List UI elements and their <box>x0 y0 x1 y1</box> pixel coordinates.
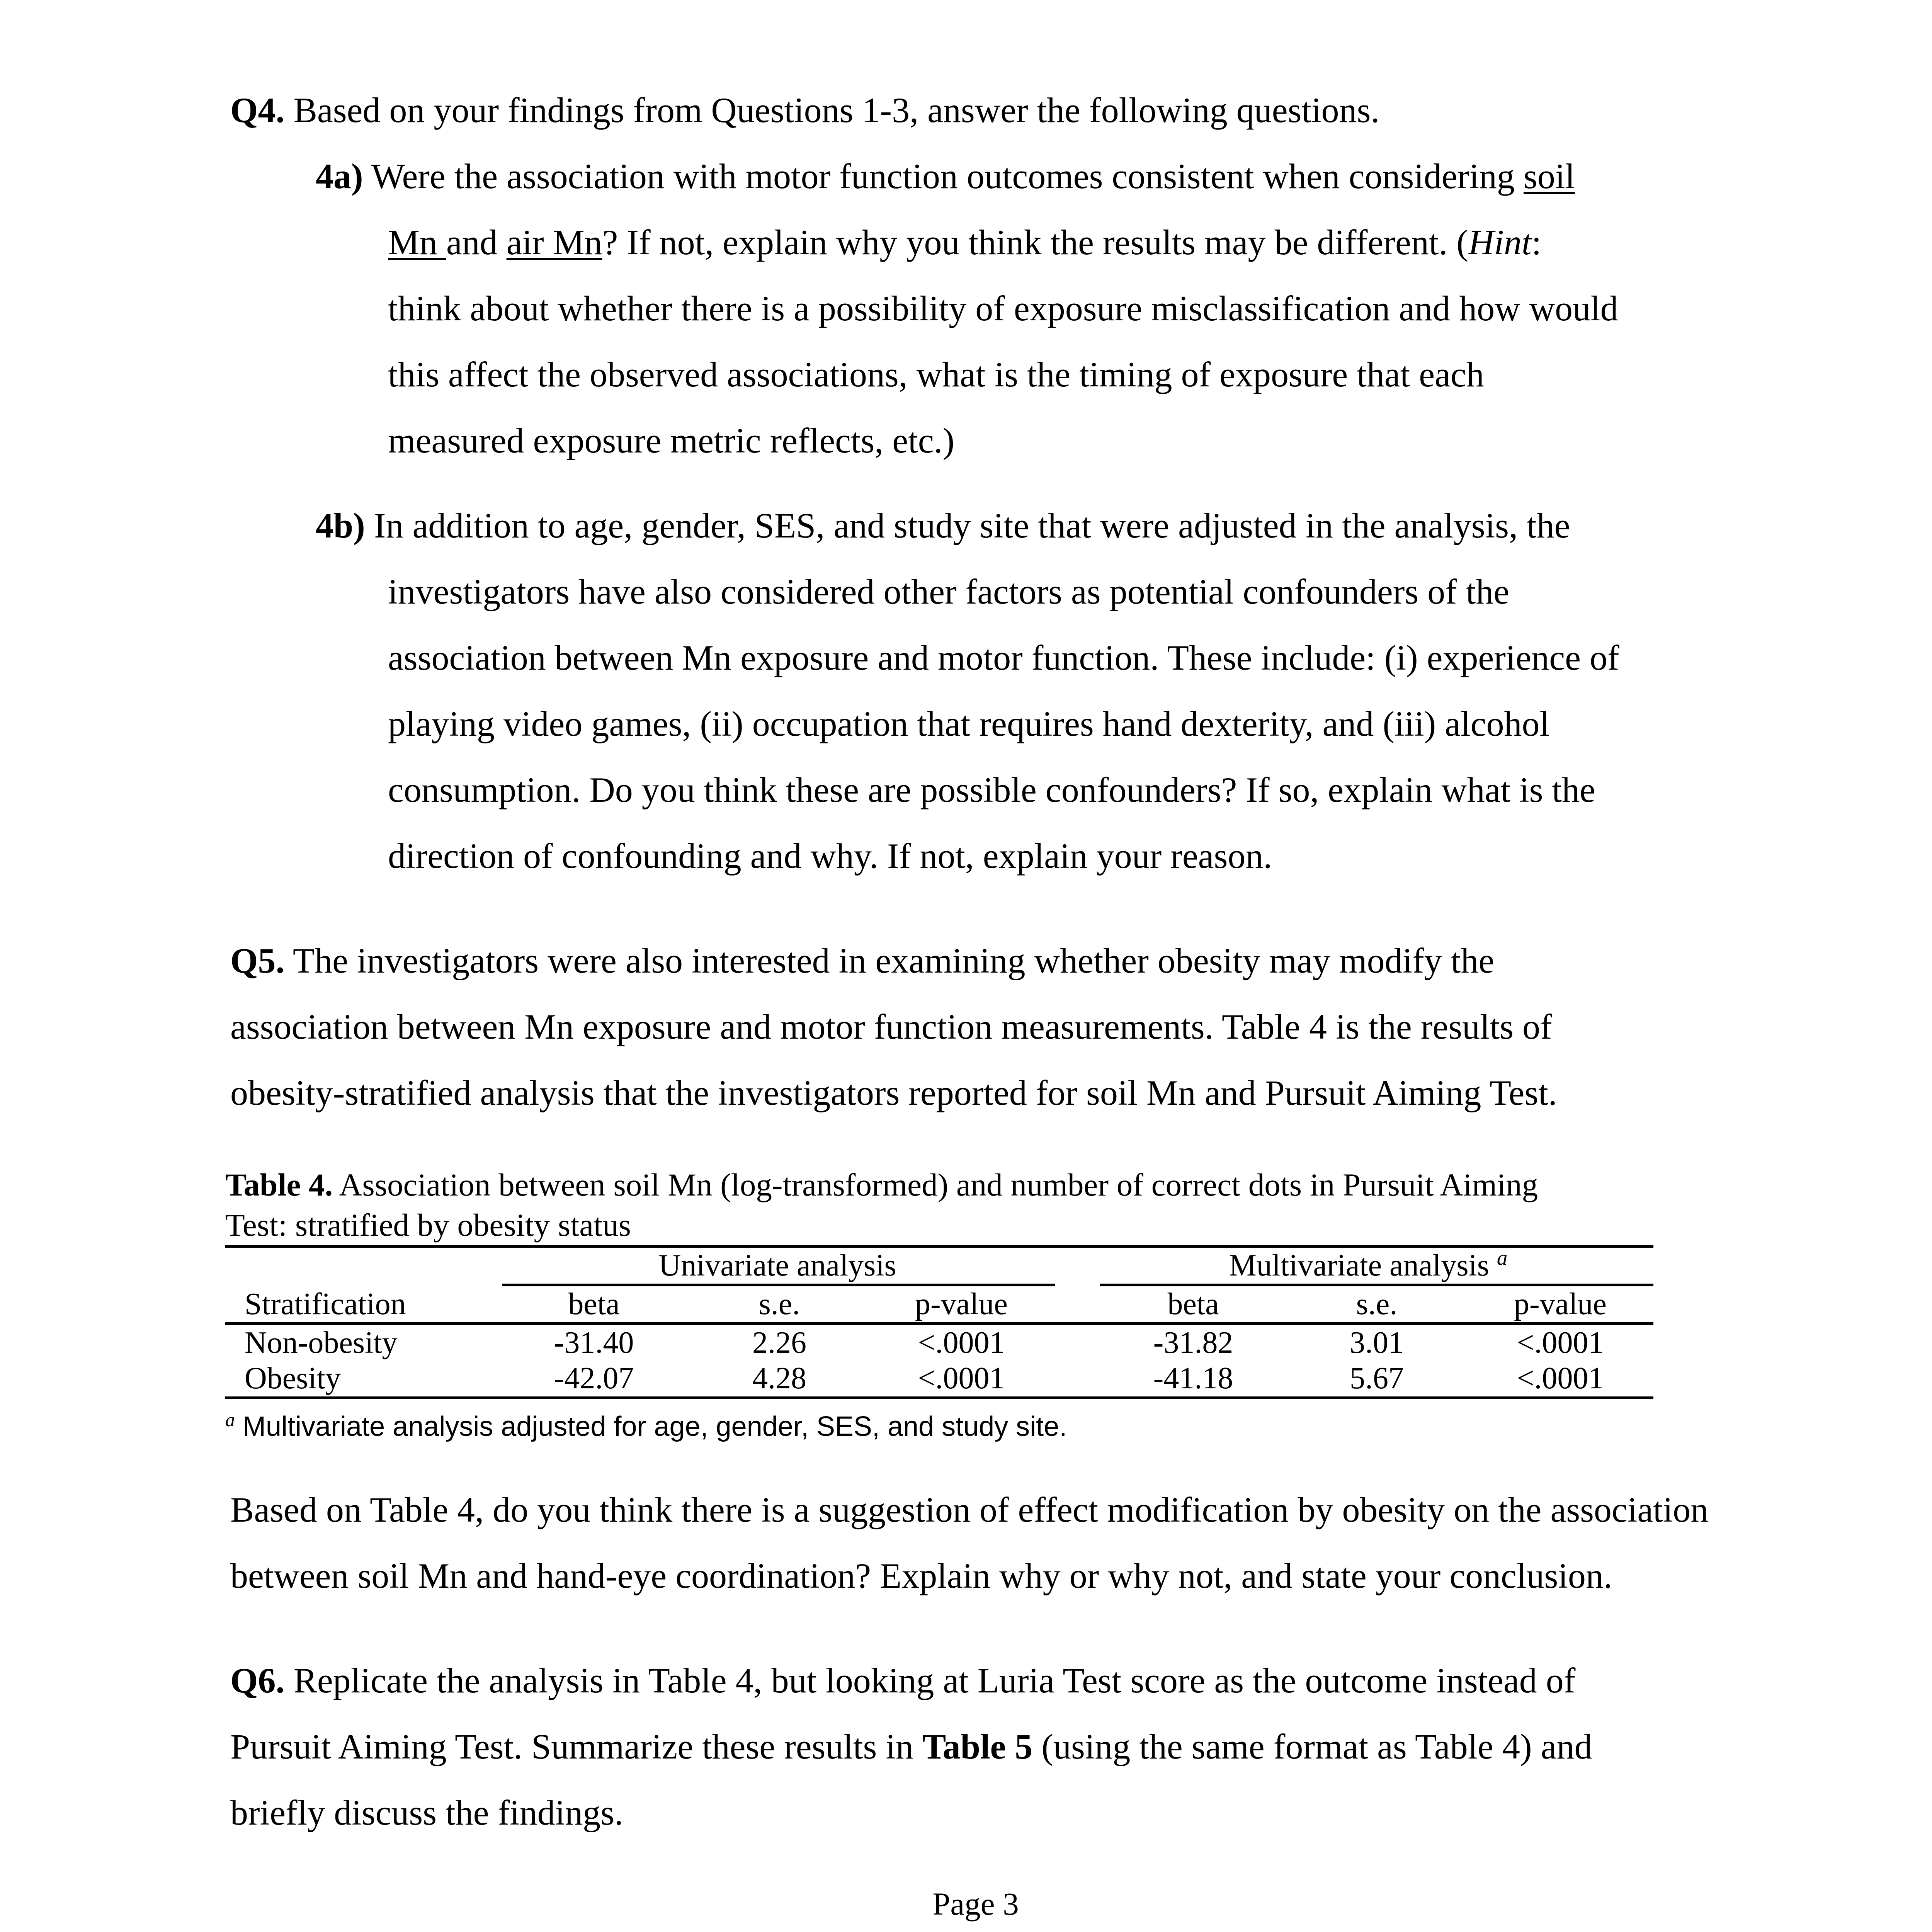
header-rule <box>225 1322 1653 1325</box>
table-4-caption: Table 4. Association between soil Mn (log-transformed) and number of correct dots in Pursuit Aiming Test: stratified by obesity status <box>225 1167 1538 1243</box>
q5-label: Q5. <box>230 941 285 980</box>
page-number: Page 3 <box>932 1886 1019 1922</box>
question-4a: 4a) Were the association with motor function outcomes consistent when considering soil Mn and air Mn? If not, explain why you think the results may be different. (Hint: think about whether there is a possibility of exposure misclassification and how would this affect the observed associations, what is the timing of exposure that each measured exposure metric reflects, etc.) <box>316 156 1618 460</box>
group-header-multivariate: Multivariate analysis $^a$ <box>1229 1246 1508 1282</box>
group-header-univariate: Univariate analysis <box>658 1248 896 1282</box>
question-5: Q5. The investigators were also interested in examining whether obesity may modify the association between Mn exposure and motor function measurements. Table 4 is the results of obesity-stratified analysis that the investigators reported for soil Mn and Pursuit Aiming Test. <box>230 941 1557 1112</box>
univariate-rule <box>502 1284 1055 1286</box>
table-top-rule <box>225 1245 1653 1248</box>
question-4b: 4b) In addition to age, gender, SES, and study site that were adjusted in the analysis, the investigators have also considered other factors as potential confounders of the association between Mn exposure and motor function. These include: (i) experience of playing video games, (ii) occupation that requires hand dexterity, and (iii) alcohol consumption. Do you think these are possible confounders? If so, explain what is the direction of confounding and why. If not, explain your reason. <box>316 506 1619 876</box>
q4b-label: 4b) <box>316 506 365 545</box>
question-6: Q6. Replicate the analysis in Table 4, but looking at Luria Test score as the outcome instead of Pursuit Aiming Test. Summarize these results in Table 5 (using the same format as Table 4) and briefly discuss the findings. <box>230 1661 1592 1832</box>
q6-label: Q6. <box>230 1661 285 1700</box>
table-bottom-rule <box>225 1396 1653 1399</box>
table-footnote: $^a$ Multivariate analysis adjusted for age, gender, SES, and study site. <box>225 1409 1067 1442</box>
table-4: Univariate analysis Multivariate analysis $^a$ Stratification beta s.e. p-value beta s.e. p-value Non-obesity -31.40 2.26 <.0001 -31.82 3.01 <.0001 Obesity -42.07 4.28 <.0001 -41.18 5.67 <.0001 $^a$ Multivariate analysis adjusted for age, gender, SES, and study site. <box>0 1245 1932 1438</box>
q4a-label: 4a) <box>316 156 363 196</box>
q4-label: Q4. <box>230 90 285 130</box>
question-4: Q4. Based on your findings from Questions 1-3, answer the following questions. <box>230 90 1380 130</box>
multivariate-rule <box>1100 1284 1653 1286</box>
q5-followup: Based on Table 4, do you think there is a suggestion of effect modification by obesity on the association between soil Mn and hand-eye coordination? Explain why or why not, and state your conclusion. <box>230 1490 1709 1595</box>
